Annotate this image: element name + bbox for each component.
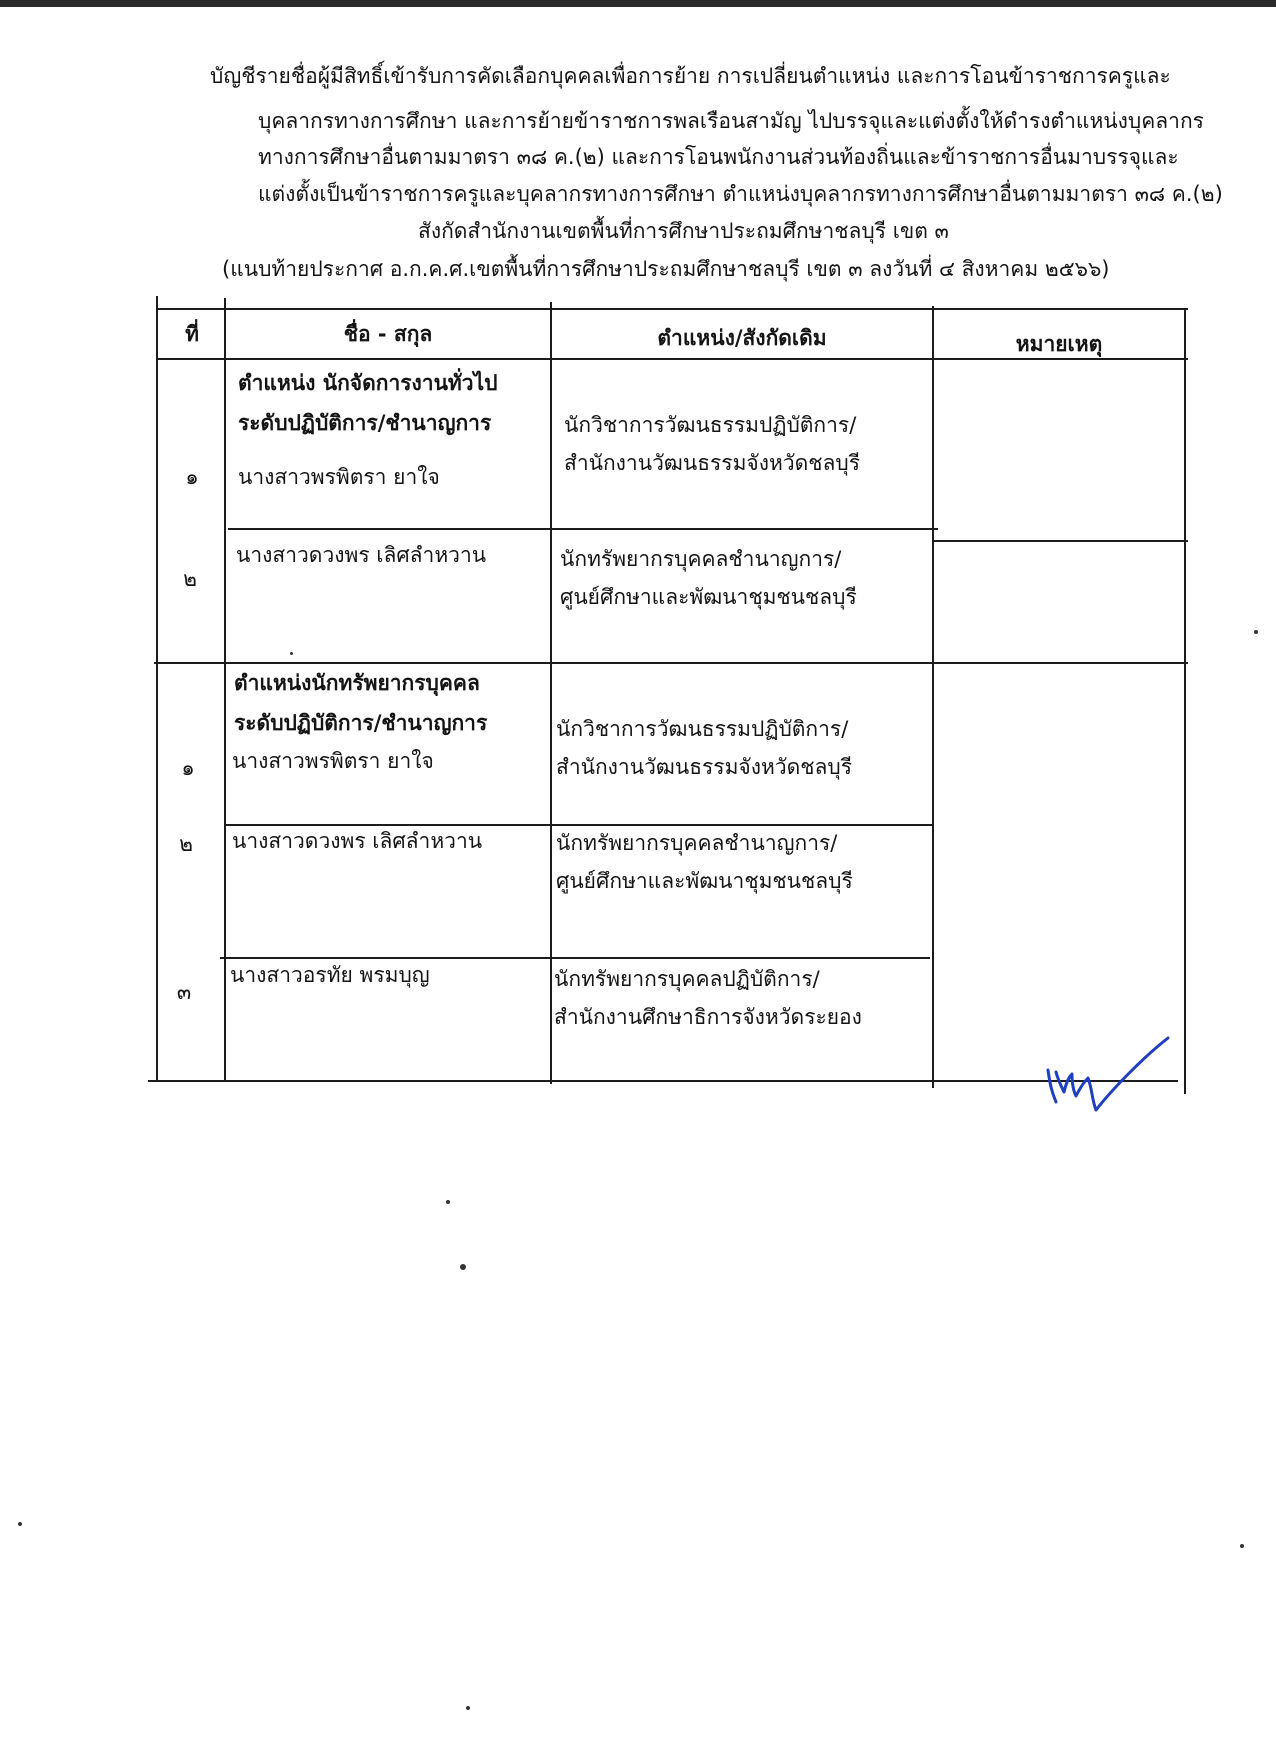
group-title: ตำแหน่งนักทรัพยากรบุคคล (234, 671, 480, 695)
group-subtitle: ระดับปฏิบัติการ/ชำนาญการ (238, 411, 492, 435)
row-number: ๑ (181, 756, 195, 780)
row-divider (224, 824, 934, 826)
col-divider-name (550, 302, 552, 1084)
heading-line-6: (แนบท้ายประกาศ อ.ก.ค.ศ.เขตพื้นที่การศึกษาประถมศึกษาชลบุรี เขต ๓ ลงวันที่ ๔ สิงหาคม ๒๕๖๖) (222, 257, 1110, 281)
row-name: นางสาวดวงพร เลิศลำหวาน (236, 543, 487, 567)
row-number: ๑ (185, 465, 199, 489)
row-name: นางสาวอรทัย พรมบุญ (230, 963, 430, 987)
heading-line-2: บุคลากรทางการศึกษา และการย้ายข้าราชการพลเรือนสามัญ ไปบรรจุและแต่งตั้งให้ดำรงตำแหน่งบุคลากร (258, 109, 1204, 133)
table-top-border (158, 308, 1188, 310)
table-right-border (1184, 308, 1186, 1094)
row-position-org: สำนักงานศึกษาธิการจังหวัดระยอง (554, 1005, 862, 1029)
scan-speck (460, 1264, 466, 1270)
col-divider-no (224, 298, 226, 1082)
row-divider (228, 528, 938, 530)
col-divider-position (932, 306, 934, 1088)
row-number: ๓ (176, 980, 192, 1004)
heading-line-3: ทางการศึกษาอื่นตามมาตรา ๓๘ ค.(๒) และการโอนพนักงานส่วนท้องถิ่นและข้าราชการอื่นมาบรรจุและ (258, 145, 1179, 169)
group-title: ตำแหน่ง นักจัดการงานทั่วไป (238, 371, 498, 395)
row-position: นักทรัพยากรบุคคลชำนาญการ/ (556, 831, 838, 855)
row-position: นักวิชาการวัฒนธรรมปฏิบัติการ/ (564, 413, 857, 437)
remark-divider (934, 540, 1188, 542)
row-number: ๒ (179, 832, 193, 856)
signature-initials (1040, 1030, 1180, 1120)
row-name: นางสาวพรพิตรา ยาใจ (232, 749, 434, 773)
scan-speck (1254, 630, 1258, 634)
group-subtitle: ระดับปฏิบัติการ/ชำนาญการ (234, 711, 488, 735)
heading-line-4: แต่งตั้งเป็นข้าราชการครูและบุคลากรทางการศึกษา ตำแหน่งบุคลากรทางการศึกษาอื่นตามมาตรา ๓๘ ค.(๒) (258, 182, 1223, 206)
row-name: นางสาวดวงพร เลิศลำหวาน (232, 829, 483, 853)
scan-speck (466, 1706, 470, 1710)
row-divider (220, 957, 930, 959)
group-divider (154, 662, 1188, 664)
scan-speck (1240, 1544, 1244, 1548)
heading-line-1: บัญชีรายชื่อผู้มีสิทธิ์เข้ารับการคัดเลือกบุคคลเพื่อการย้าย การเปลี่ยนตำแหน่ง และการโอนข้าราชการครูและ (210, 64, 1171, 88)
row-name: นางสาวพรพิตรา ยาใจ (238, 465, 440, 489)
row-number: ๒ (183, 567, 197, 591)
row-position-org: สำนักงานวัฒนธรรมจังหวัดชลบุรี (556, 755, 852, 779)
row-position-org: ศูนย์ศึกษาและพัฒนาชุมชนชลบุรี (556, 869, 853, 893)
row-position-org: ศูนย์ศึกษาและพัฒนาชุมชนชลบุรี (560, 585, 857, 609)
header-name: ชื่อ - สกุล (343, 322, 433, 346)
table-left-border (156, 296, 158, 1082)
scan-top-edge (0, 0, 1276, 7)
table-bottom-border (148, 1080, 1178, 1082)
row-position: นักทรัพยากรบุคคลชำนาญการ/ (560, 547, 842, 571)
row-position-org: สำนักงานวัฒนธรรมจังหวัดชลบุรี (564, 451, 860, 475)
header-position: ตำแหน่ง/สังกัดเดิม (657, 326, 827, 350)
header-no: ที่ (185, 322, 199, 346)
row-position: นักวิชาการวัฒนธรรมปฏิบัติการ/ (556, 717, 849, 741)
heading-line-5: สังกัดสำนักงานเขตพื้นที่การศึกษาประถมศึกษาชลบุรี เขต ๓ (418, 219, 949, 243)
scan-speck (18, 1522, 22, 1526)
row-position: นักทรัพยากรบุคคลปฏิบัติการ/ (554, 967, 820, 991)
header-remark: หมายเหตุ (1015, 332, 1103, 356)
scan-speck (446, 1200, 450, 1204)
scan-speck (290, 652, 293, 655)
